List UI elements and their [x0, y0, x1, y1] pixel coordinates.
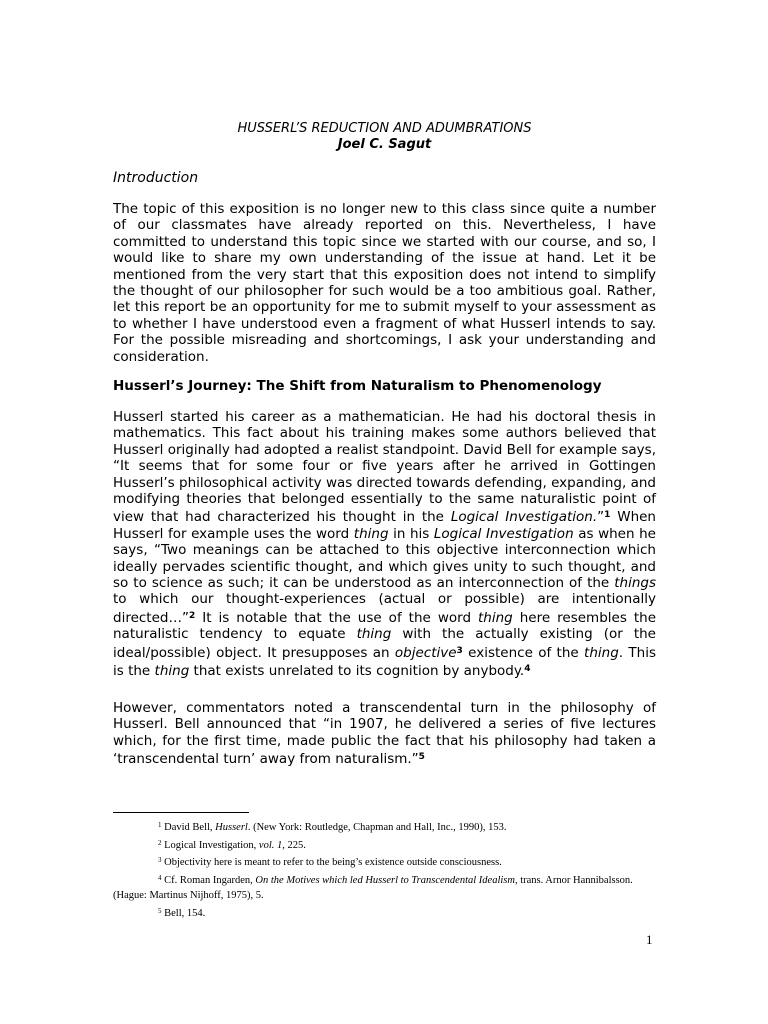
- footnote-text: Cf. Roman Ingarden,: [161, 874, 256, 886]
- paragraph-transcendental: [113, 700, 656, 768]
- footnote-ref-4[interactable]: 4: [524, 664, 531, 675]
- footnote-text: , 225.: [282, 839, 306, 851]
- footnote-text: Objectivity here is meant to refer to the being’s existence outside consciousness.: [161, 857, 502, 868]
- footnote-4: [113, 871, 656, 904]
- text-run: It is notable that the use of the word: [195, 609, 479, 626]
- footnote-text: Logical Investigation,: [161, 839, 259, 851]
- footnote-ref-1[interactable]: 1: [604, 510, 611, 521]
- footnote-text-italic: On the Motives which led Husserl to Transcendental Idealism: [255, 874, 515, 886]
- text-run-italic: Logical Investigation: [433, 525, 574, 542]
- footnote-number: 2: [158, 838, 162, 847]
- text-run-italic: things: [614, 575, 656, 592]
- footnote-ref-2[interactable]: 2: [188, 610, 196, 621]
- footnote-text: , trans. Arnor Hannibalsson. (Hague: Martinus Nijhoff, 1975), 5.: [113, 874, 633, 901]
- text-run: . This is the: [113, 644, 656, 680]
- footnote-1: [113, 818, 656, 836]
- text-run: in his: [388, 525, 434, 542]
- document-title-block: [113, 121, 656, 153]
- footnote-text: . (New York: Routledge, Chapman and Hall, Inc., 1990), 153.: [247, 822, 507, 833]
- text-run: When Husserl for example uses the word: [113, 509, 656, 542]
- text-run: ”: [597, 509, 605, 526]
- document-author: Joel C. Sagut: [337, 137, 432, 152]
- text-run: that exists unrelated to its cognition by anybody.: [189, 663, 525, 680]
- text-run: However, commentators noted a transcendental turn in the philosophy of Husserl. Bell announced that “in 1907, he delivered a series of five lectures which, for the first time, made public the fact that his philosophy had taken a ‘transcendental turn’ away from naturalism.”: [113, 700, 656, 768]
- text-run: here resembles the naturalistic tendency to equate: [113, 609, 656, 643]
- text-run-italic: thing: [154, 663, 190, 680]
- text-run-italic: thing: [356, 626, 392, 643]
- page-number: 1: [646, 932, 653, 947]
- document-title: HUSSERL’S REDUCTION AND ADUMBRATIONS: [237, 121, 532, 136]
- footnote-3: [113, 853, 656, 871]
- text-run-italic: thing: [353, 525, 389, 542]
- text-run: with the actually existing (or the ideal/possible) object. It presupposes an: [113, 626, 656, 661]
- text-run: Husserl started his career as a mathematician. He had his doctoral thesis in mathematics. This fact about his training makes some authors believed that Husserl originally had adopted a realist standpoint. David Bell for example says, “It seems that for some four or five years after he arrived in Gottingen Husserl’s philosophical activity was directed towards defending, expanding, and modifying theories that belonged essentially to the same naturalistic point of view that had characterized his thought in the: [113, 409, 656, 526]
- footnote-5: [113, 904, 656, 922]
- footnote-2: [113, 836, 656, 854]
- text-run: to which our thought-experiences (actual or possible) are intentionally directed…”: [113, 591, 656, 626]
- footnote-separator: [113, 812, 249, 813]
- section-heading-journey: Husserl’s Journey: The Shift from Naturalism to Phenomenology: [113, 378, 602, 394]
- footnote-number: 3: [158, 856, 162, 864]
- text-run-italic: thing: [478, 609, 513, 626]
- footnote-text-italic: Husserl: [215, 822, 248, 833]
- footnote-text: David Bell,: [161, 822, 216, 833]
- footnote-number: 1: [158, 821, 162, 829]
- footnote-ref-3[interactable]: 3: [456, 645, 463, 656]
- footnote-ref-5[interactable]: 5: [418, 752, 425, 763]
- text-run-italic: Logical Investigation.: [450, 509, 598, 526]
- section-heading-introduction: Introduction: [113, 170, 199, 186]
- footnote-number: 4: [158, 873, 162, 882]
- footnote-text-italic: vol. 1: [258, 839, 283, 851]
- text-run: as when he says, “Two meanings can be attached to this objective interconnection which ideally pervades scientific thought, and which gives unity to such thought, and so to science as such; it can be understood as an interconnection of the: [113, 525, 656, 592]
- footnote-text: Bell, 154.: [161, 907, 206, 919]
- paragraph-journey: [113, 409, 656, 680]
- paragraph-introduction: The topic of this exposition is no longer new to this class since quite a number of our classmates have already reported on this. Nevertheless, I have committed to understand this topic since we started with our course, and so, I would like to share my own understanding of the issue at hand. Let it be mentioned from the very start that this exposition does not intend to simplify the thought of our philosopher for such would be a too ambitious goal. Rather, let this report be an opportunity for me to submit myself to your assessment as to whether I have understood even a fragment of what Husserl intends to say. For the possible misreading and shortcomings, I ask your understanding and consideration.: [113, 201, 656, 365]
- footnote-number: 5: [158, 906, 162, 915]
- text-run: existence of the: [462, 644, 585, 661]
- text-run-italic: thing: [584, 644, 619, 661]
- text-run-italic: objective: [394, 644, 457, 661]
- footnotes: [113, 818, 656, 921]
